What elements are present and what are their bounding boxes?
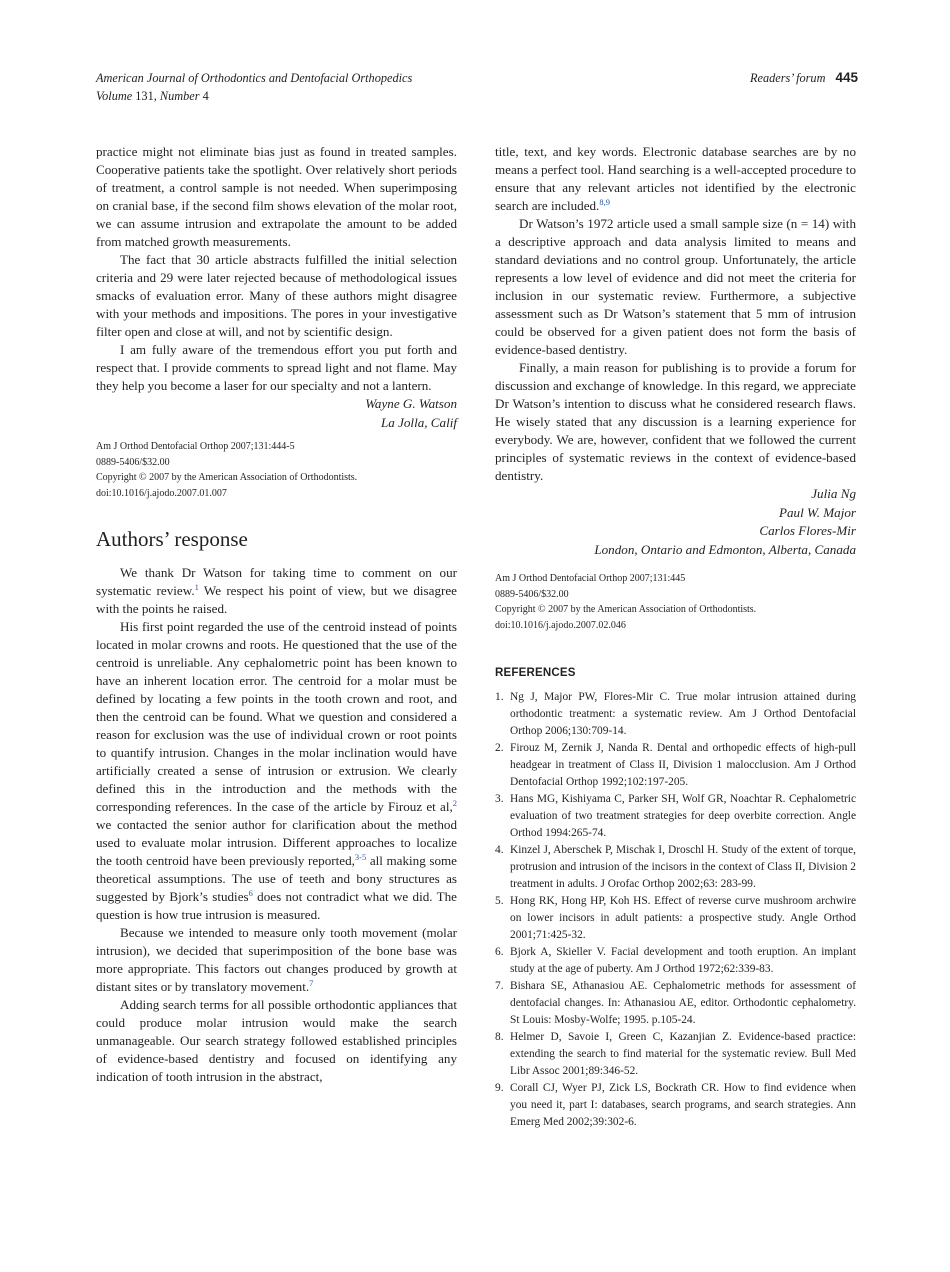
reference-item: 2. Firouz M, Zernik J, Nanda R. Dental and orthopedic effects of high-pull headgear in treatment of Class II, Division 1 malocclusion. Am J Orthod Dentofacial Orthop 1992;102:197-205. [495, 742, 856, 788]
reference-item: 4. Kinzel J, Aberschek P, Mischak I, Droschl H. Study of the extent of torque, protrusion and intrusion of the incisors in the context of Class II, Division 2 treatment in adults. J Orofac Orthop 2002;63: 283-99. [495, 844, 856, 890]
letter-paragraph-2: The fact that 30 article abstracts fulfilled the initial selection criteria and 29 were later rejected because of methodological issues smacks of evaluation error. Many of these authors might disagree with your methods and impositions. The pores in your investigative filter open and close at will, and not by scientific design. [96, 252, 457, 339]
reference-item: 1. Ng J, Major PW, Flores-Mir C. True molar intrusion attained during orthodontic treatment: a systematic review. Am J Orthod Dentofacial Orthop 2006;130:709-14. [495, 691, 856, 737]
reference-link[interactable]: 3-5 [354, 852, 367, 862]
reference-link[interactable]: 8,9 [599, 197, 610, 207]
reference-item: 7. Bishara SE, Athanasiou AE. Cephalometric methods for assessment of dentofacial changes. In: Athanasiou AE, editor. Orthodontic cephalometry. St Louis: Mosby-Wolfe; 1995. p.105-24. [495, 980, 856, 1026]
reference-item: 5. Hong RK, Hong HP, Koh HS. Effect of reverse curve mushroom archwire on lower incisors in adult patients: a prospective study. Angle Orthod 2001;71:425-32. [495, 895, 856, 941]
response-paragraph-4: Adding search terms for all possible orthodontic appliances that could produce molar intrusion would make the search unmanageable. Our search strategy followed established principles of evidence-based dentistry and focused on identifying any indication of tooth intrusion in the abstract, [96, 997, 457, 1084]
page-number: 445 [835, 70, 858, 85]
reference-link[interactable]: 2 [452, 798, 457, 808]
number-label: Number [159, 89, 200, 103]
letter-citation [96, 439, 457, 501]
citation-copyright: Copyright © 2007 by the American Association of Orthodontists. [96, 472, 358, 483]
citation-issn: 0889-5406/$32.00 [495, 588, 569, 600]
citation-copyright: Copyright © 2007 by the American Association of Orthodontists. [495, 604, 757, 615]
letter-author: Wayne G. Watson [365, 396, 457, 411]
section-info [750, 69, 858, 87]
number-value: 4 [202, 89, 209, 103]
journal-name: American Journal of Orthodontics and Dentofacial Orthopedics [96, 71, 413, 85]
response-author-1: Julia Ng [811, 486, 856, 501]
reference-item: 6. Bjork A, Skieller V. Facial development and tooth eruption. An implant study at the age of puberty. Am J Orthod 1972;62:339-83. [495, 946, 856, 975]
reference-item: 9. Corall CJ, Wyer PJ, Zick LS, Bockrath CR. How to find evidence when you need it, part I: databases, search programs, and search strategies. Ann Emerg Med 2002;39:302-6. [495, 1082, 856, 1128]
response-paragraph-1: We thank Dr Watson for taking time to comment on our systematic review.$^1$ We respect his point of view, but we disagree with the points he raised. [96, 565, 457, 616]
citation-journal: Am J Orthod Dentofacial Orthop 2007;131:445 [495, 573, 686, 584]
journal-info [96, 69, 412, 105]
reference-link[interactable]: 7 [309, 978, 314, 988]
response-paragraph-3: Because we intended to measure only tooth movement (molar intrusion), we decided that superimposition of the bone base was more appropriate. This factors out changes produced by growth at distant sites or by translatory movement.$^7$ [96, 925, 457, 994]
letter-location: La Jolla, Calif [380, 414, 457, 430]
left-column [96, 143, 457, 1086]
citation-issn: 0889-5406/$32.00 [96, 456, 170, 468]
references-list [495, 689, 856, 1131]
volume-value: 131 [135, 89, 154, 103]
response-paragraph-2: His first point regarded the use of the centroid instead of points located in molar crowns and roots. He questioned that the use of the centroid is unreliable. Any cephalometric point has been known to have an inherent location error. The centroid for a molar must be defined by locating a few points in the tooth crown and root, and then the centroid can be found. What we question and considered a reason for exclusion was the use of individual crown or root points to quantify intrusion. Changes in the molar inclination would have artificially created a sense of intrusion or extrusion. We clearly defined this in the introduction and the methods with the corresponding references. In the case of the article by Firouz et al,$^2$ we contacted the senior author for clarification about the method used to evaluate molar intrusion. Different approaches to localize the tooth centroid have been previously reported,$^{3-5}$ all making some theoretical assumptions. The use of teeth and bony structures as suggested by Bjork’s studies$^6$ does not contradict what we did. The question is how true intrusion is measured. [96, 619, 457, 922]
volume-label: Volume [96, 89, 133, 103]
response-author-2: Paul W. Major [779, 504, 856, 520]
reference-link[interactable]: 6 [248, 888, 253, 898]
reference-item: 3. Hans MG, Kishiyama C, Parker SH, Wolf GR, Noachtar R. Cephalometric evaluation of two treatment strategies for deep overbite correction. Angle Orthod 1994:265-74. [495, 793, 856, 839]
letter-paragraph-1: practice might not eliminate bias just as found in treated samples. Cooperative patients take the spotlight. Over relatively short periods of treatment, a control sample is not needed. When superimposing on cranial base, if the second film shows elevation of the molar root, we can assume intrusion and extrapolate the amount to be added from matched growth measurements. [96, 144, 457, 249]
references-heading: REFERENCES [495, 667, 576, 679]
letter-paragraph-3: I am fully aware of the tremendous effort you put forth and respect that. I provide comments to spread light and not flame. May they help you become a laser for our specialty and not a lantern. [96, 342, 457, 393]
running-header [96, 69, 858, 109]
response-paragraph-6: Finally, a main reason for publishing is to provide a forum for discussion and exchange of knowledge. In this regard, we appreciate Dr Watson’s intention to discuss what he considered research flaws. He wisely stated that any discussion is a learning experience for everybody. We are, however, confident that we followed the current principles of systematic reviews in the context of evidence-based dentistry. [495, 360, 856, 483]
section-name: Readers’ forum [749, 71, 826, 85]
citation-doi: doi:10.1016/j.ajodo.2007.01.007 [96, 487, 227, 499]
response-paragraph-5: Dr Watson’s 1972 article used a small sample size (n = 14) with a descriptive approach and data analysis limited to means and standard deviations and no control group. Unfortunately, the article represents a low level of evidence and did not meet the criteria for inclusion in our systematic review. Furthermore, a subjective assessment such as Dr Watson’s statement that 5 mm of intrusion could be observed for a given patient does not form the basis of evidence-based dentistry. [495, 216, 856, 357]
response-citation [495, 571, 856, 633]
response-heading: Authors’ response [96, 527, 248, 551]
response-location: London, Ontario and Edmonton, Alberta, Canada [594, 541, 856, 557]
right-column [495, 143, 856, 1131]
reference-link[interactable]: 1 [194, 582, 199, 592]
response-author-3: Carlos Flores-Mir [759, 523, 856, 538]
volume-number: Volume 131, Number 4 [96, 89, 209, 103]
citation-journal: Am J Orthod Dentofacial Orthop 2007;131:444-5 [96, 441, 295, 452]
response-paragraph-4-continued: title, text, and key words. Electronic database searches are by no means a perfect tool. Hand searching is a well-accepted procedure to ensure that any relevant articles not identified by the electronic search are included.$^{8,9}$ [495, 144, 856, 213]
reference-item: 8. Helmer D, Savoie I, Green C, Kazanjian Z. Evidence-based practice: extending the search to find material for the systematic review. Bull Med Libr Assoc 2001;89:346-52. [495, 1031, 856, 1077]
citation-doi: doi:10.1016/j.ajodo.2007.02.046 [495, 619, 626, 631]
